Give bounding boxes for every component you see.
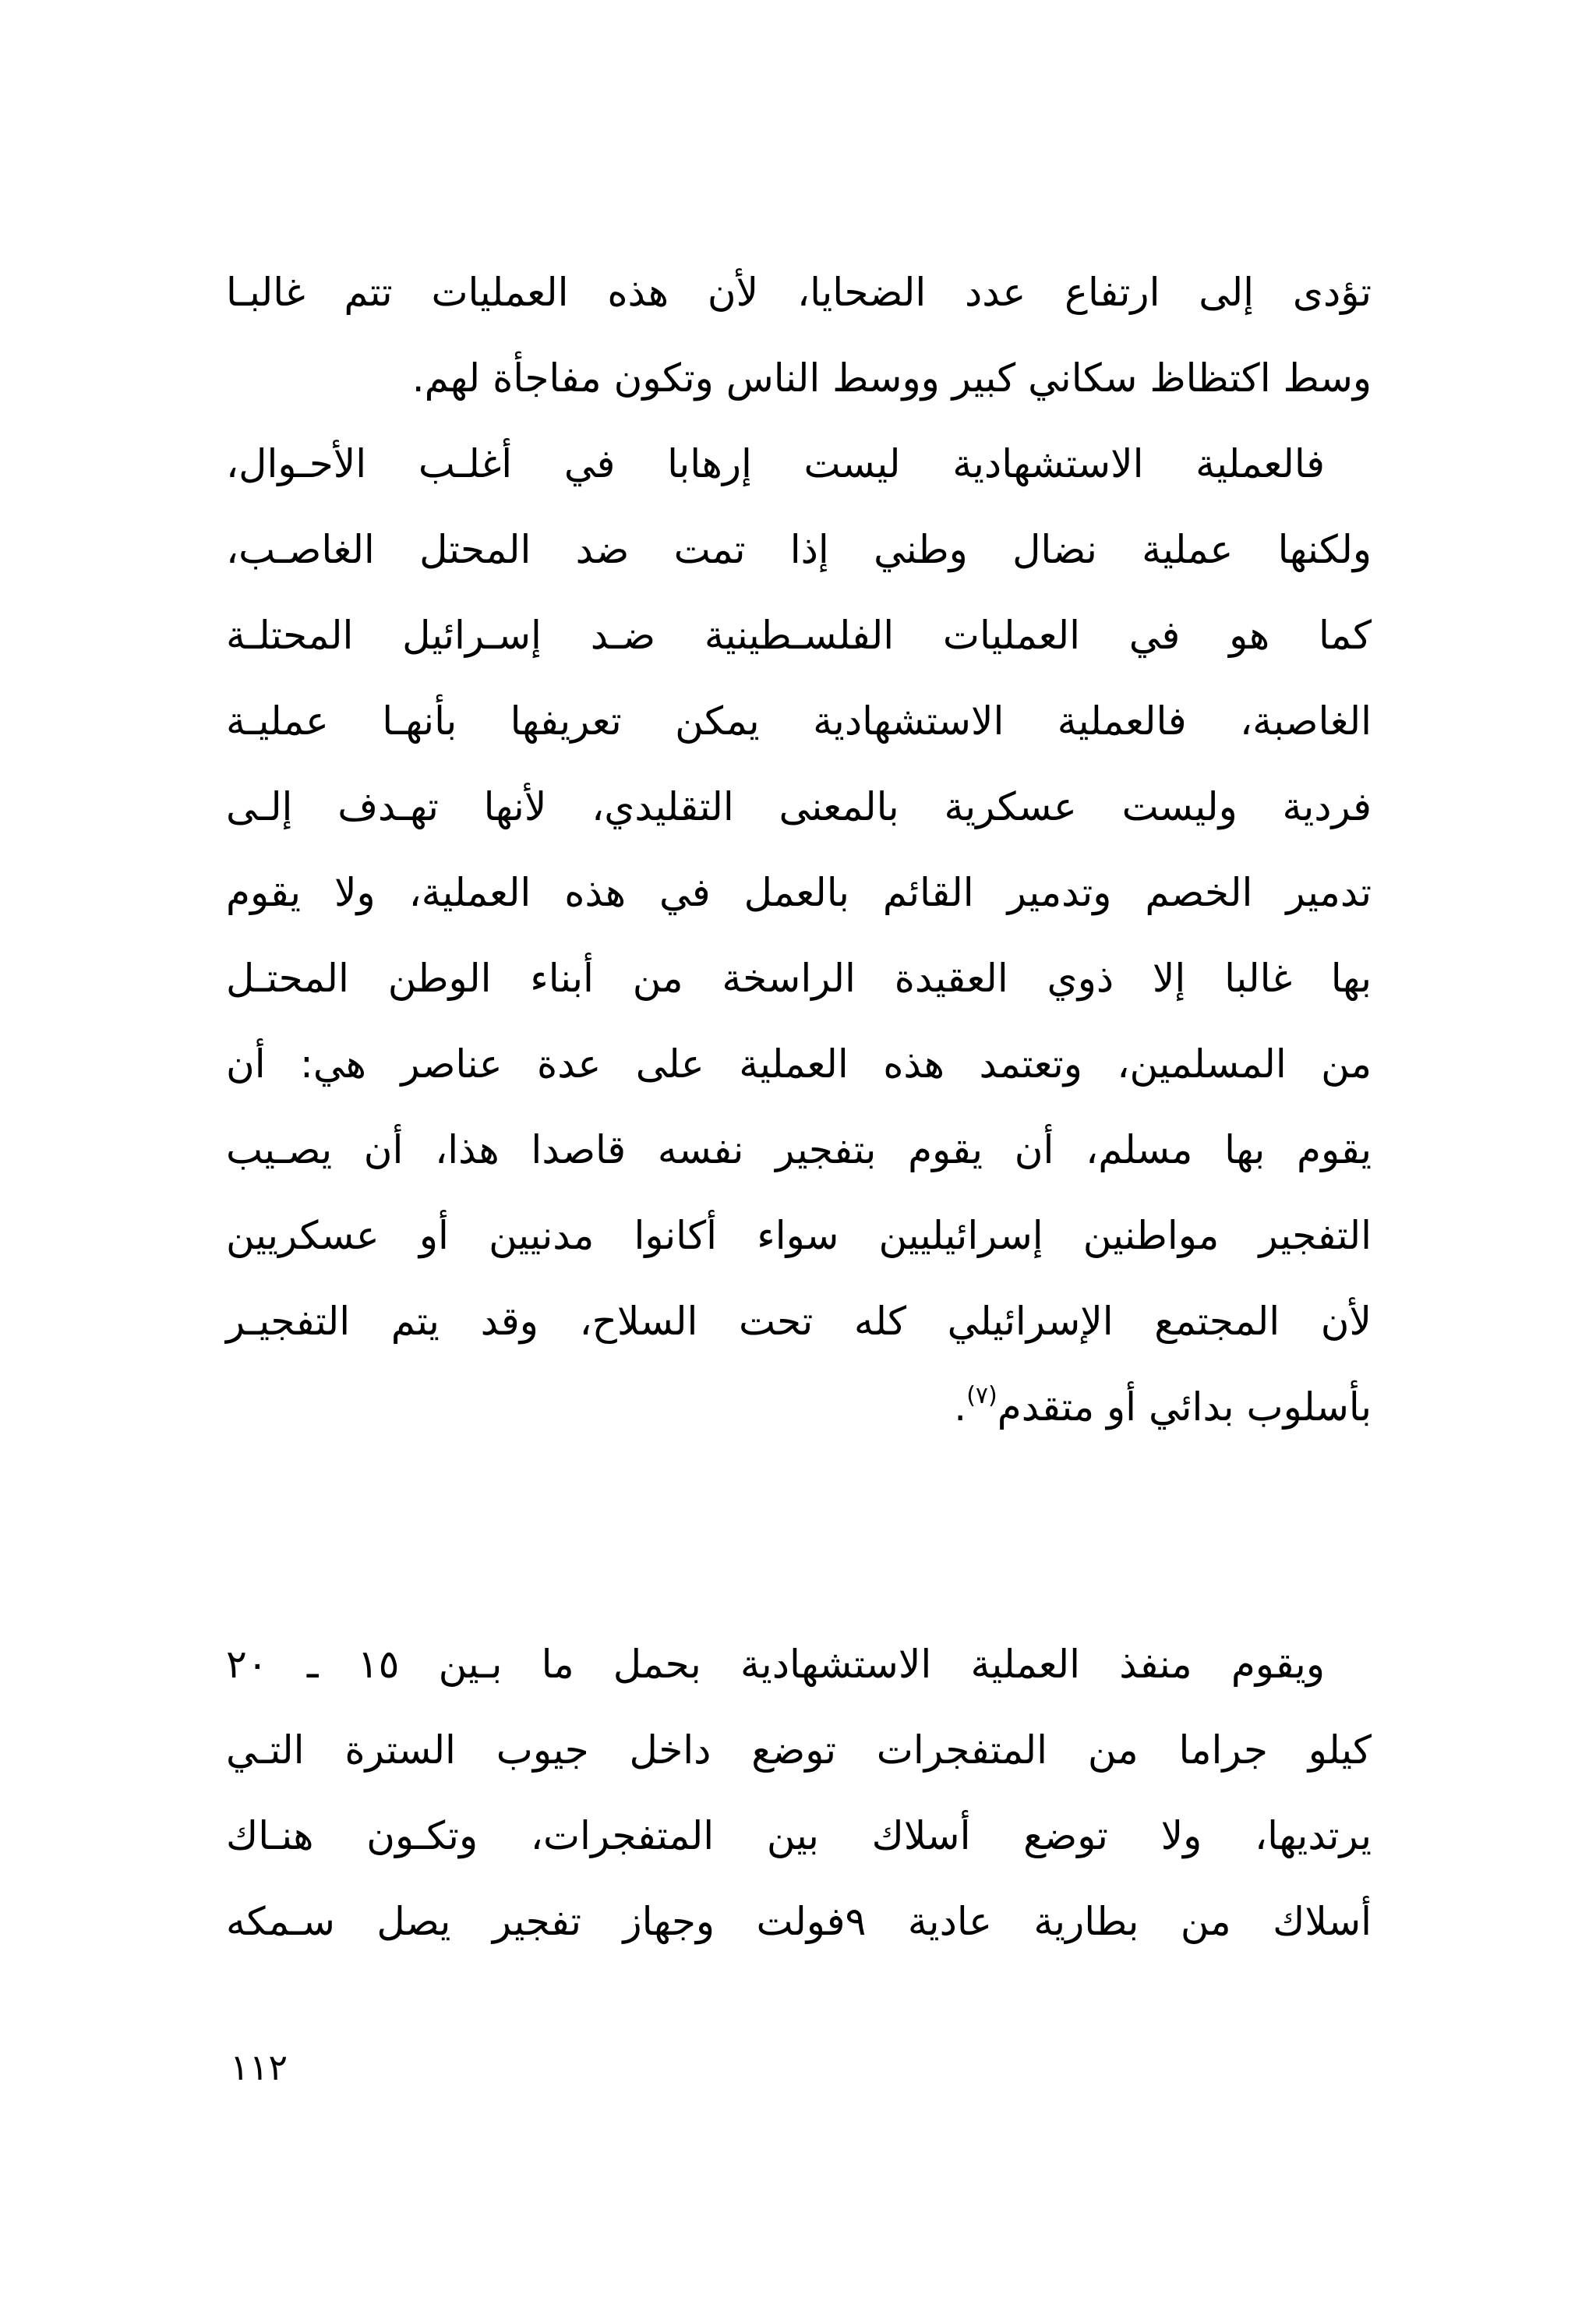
text-line: لأن المجتمع الإسرائيلي كله تحت السلاح، وقد يتم التفجيـر: [226, 1299, 1372, 1344]
text-line: من المسلمين، وتعتمد هذه العملية على عدة عناصر هي: أن: [226, 1041, 1372, 1087]
paragraph-2: [226, 421, 1372, 1450]
text-line: ويقوم منفذ العملية الاستشهادية بحمل ما بـين ١٥ ـ ٢٠: [226, 1642, 1325, 1687]
text-line: الغاصبة، فالعملية الاستشهادية يمكن تعريفها بأنهـا عمليـة: [226, 698, 1372, 744]
text-line: كيلو جراما من المتفجرات توضع داخل جيوب السترة التـي: [226, 1727, 1372, 1773]
text-line: فردية وليست عسكرية بالمعنى التقليدي، لأنها تهـدف إلـى: [226, 784, 1372, 829]
paragraph-1: [226, 249, 1372, 421]
footnote-reference[interactable]: (٧): [966, 1382, 998, 1409]
page-number: ١١٢: [230, 2046, 288, 2088]
text-line: بأسلوب بدائي أو متقدم: [997, 1384, 1372, 1430]
text-line: وسط اكتظاظ سكاني كبير ووسط الناس وتكون مفاجأة لهم.: [411, 355, 1372, 401]
text-line: ولكنها عملية نضال وطني إذا تمت ضد المحتل الغاصـب،: [226, 527, 1372, 572]
text-line: كما هو في العمليات الفلسـطينية ضـد إسـرائيل المحتلـة: [226, 613, 1372, 658]
text-line-with-footnote: [226, 1364, 1372, 1450]
sentence-end: .: [954, 1384, 967, 1430]
text-line: تؤدى إلى ارتفاع عدد الضحايا، لأن هذه العمليات تتم غالبـا: [226, 270, 1372, 315]
text-line: أسلاك من بطارية عادية ٩فولت وجهاز تفجير يصل سـمكه: [226, 1899, 1372, 1944]
text-line: فالعملية الاستشهادية ليست إرهابا في أغلـب الأحـوال،: [226, 441, 1325, 486]
text-line: بها غالبا إلا ذوي العقيدة الراسخة من أبناء الوطن المحتـل: [226, 956, 1372, 1001]
text-line: التفجير مواطنين إسرائيليين سواء أكانوا مدنيين أو عسكريين: [226, 1213, 1372, 1258]
text-line: يقوم بها مسلم، أن يقوم بتفجير نفسه قاصدا هذا، أن يصـيب: [226, 1127, 1372, 1172]
paragraph-3: [226, 1621, 1372, 1964]
text-line: يرتديها، ولا توضع أسلاك بين المتفجرات، وتكـون هنـاك: [226, 1813, 1372, 1858]
text-line: تدمير الخصم وتدمير القائم بالعمل في هذه العملية، ولا يقوم: [226, 870, 1372, 915]
